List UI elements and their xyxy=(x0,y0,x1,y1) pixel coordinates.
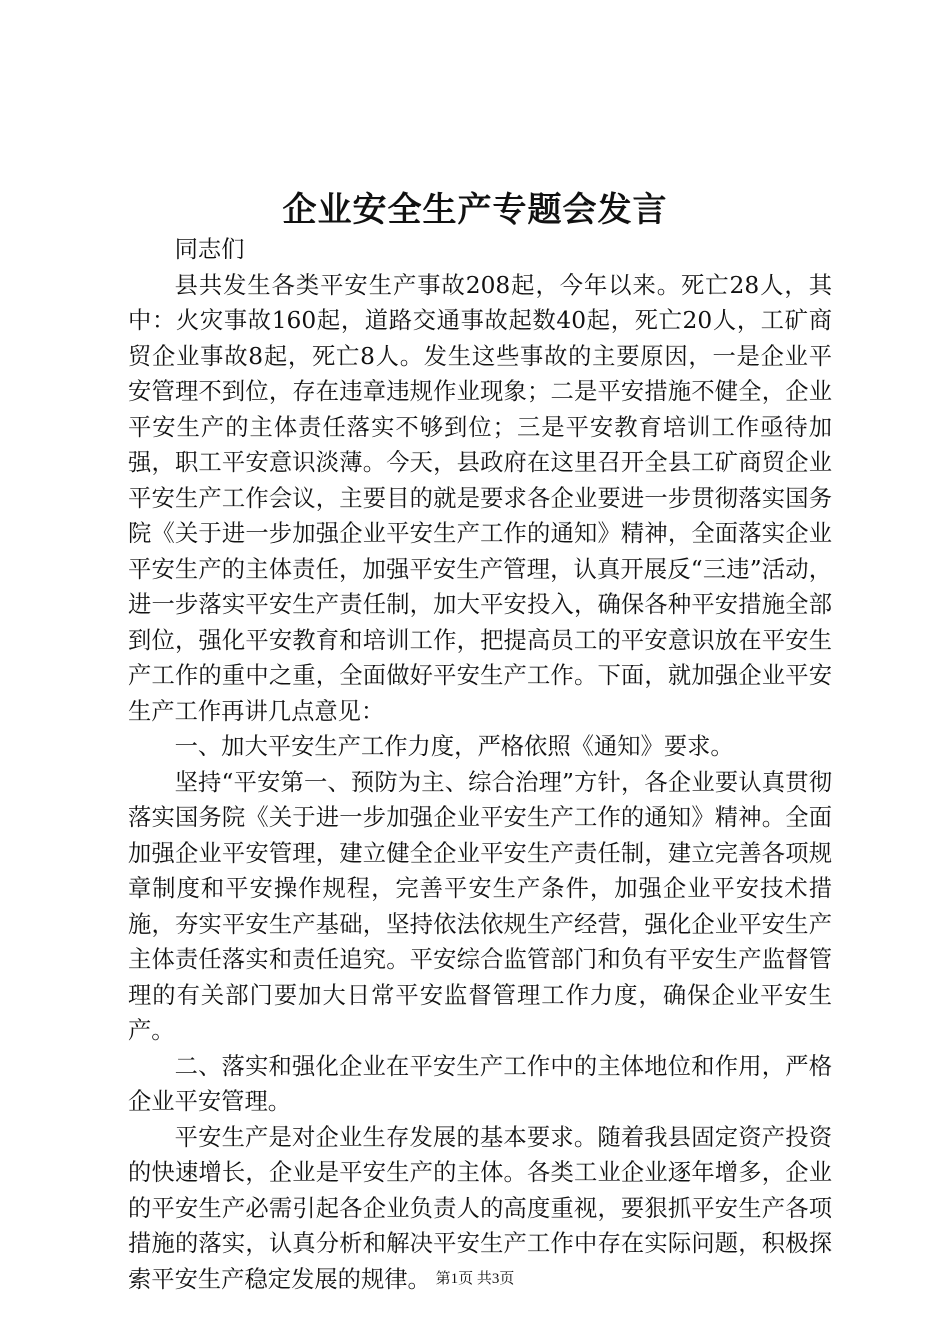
body-paragraph: 坚持“平安第一、预防为主、综合治理”方针，各企业要认真贯彻落实国务院《关于进一步加强企业平安生产工作的通知》精神。全面加强企业平安管理，建立健全企业平安生产责任制，建立完善各项规章制度和平安操作规程，完善平安生产条件，加强企业平安技术措施，夯实平安生产基础，坚持依法依规生产经营，强化企业平安生产主体责任落实和责任追究。平安综合监管部门和负有平安生产监督管理的有关部门要加大日常平安监督管理工作力度，确保企业平安生产。 xyxy=(128,768,832,1044)
section-heading-1: 一、加大平安生产工作力度，严格依照《通知》要求。 xyxy=(174,733,734,760)
body-paragraph: 平安生产是对企业生存发展的基本要求。随着我县固定资产投资的快速增长，企业是平安生产的主体。各类工业企业逐年增多，企业的平安生产必需引起各企业负责人的高度重视，要狠抓平安生产各项措施的落实，认真分析和解决平安生产工作中存在实际问题，积极探索平安生产稳定发展的规律。 xyxy=(128,1123,832,1293)
body-paragraph: 县共发生各类平安生产事故208起，今年以来。死亡28人，其中：火灾事故160起，道路交通事故起数40起，死亡20人，工矿商贸企业事故8起，死亡8人。发生这些事故的主要原因，一是企业平安管理不到位，存在违章违规作业现象；二是平安措施不健全，企业平安生产的主体责任落实不够到位；三是平安教育培训工作亟待加强，职工平安意识淡薄。今天，县政府在这里召开全县工矿商贸企业平安生产工作会议，主要目的就是要求各企业要进一步贯彻落实国务院《关于进一步加强企业平安生产工作的通知》精神，全面落实企业平安生产的主体责任，加强平安生产管理，认真开展反“三违”活动，进一步落实平安生产责任制，加大平安投入，确保各种平安措施全部到位，强化平安教育和培训工作，把提高员工的平安意识放在平安生产工作的重中之重，全面做好平安生产工作。下面，就加强企业平安生产工作再讲几点意见： xyxy=(128,271,832,725)
document-title: 企业安全生产专题会发言 xyxy=(282,190,668,230)
page-number-footer: 第1页 共3页 xyxy=(435,1271,515,1287)
section-heading-2: 二、落实和强化企业在平安生产工作中的主体地位和作用，严格企业平安管理。 xyxy=(128,1052,832,1115)
salutation-paragraph: 同志们 xyxy=(174,236,245,263)
document-body xyxy=(128,232,832,1297)
